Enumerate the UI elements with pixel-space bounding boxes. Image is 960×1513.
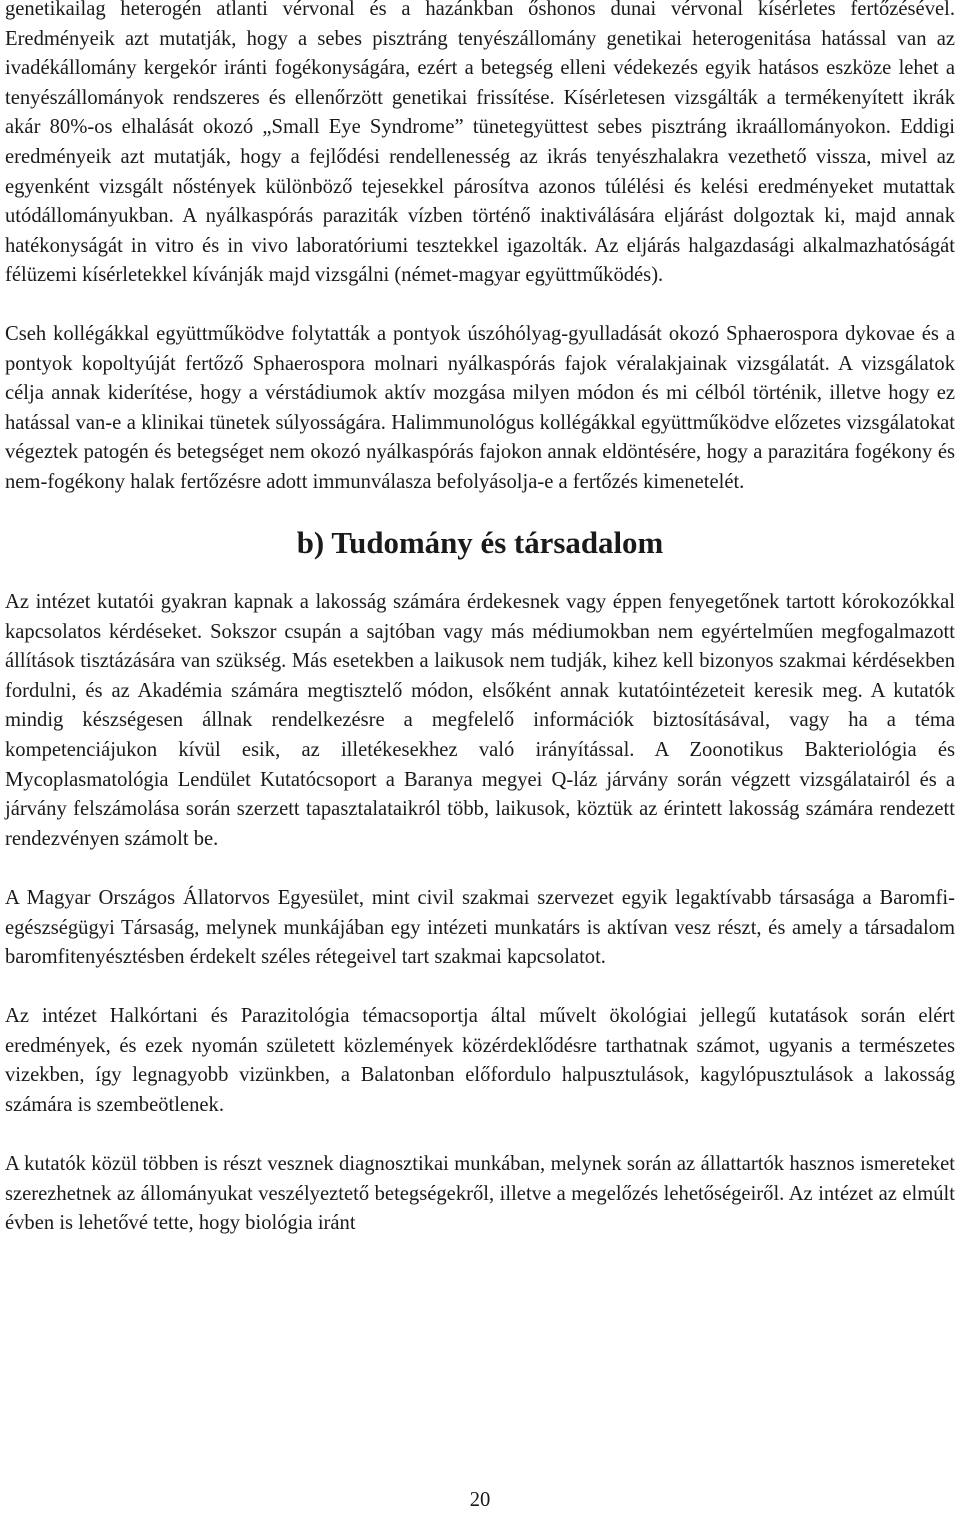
section-heading: b) Tudomány és társadalom: [296, 524, 664, 560]
document-page: [5, 0, 955, 1239]
paragraph-public-inquiries: Az intézet kutatói gyakran kapnak a lakosság számára érdekesnek vagy éppen fenyegetőnek tartott kórokozókkal kapcsolatos kérdéseket. Sokszor csupán a sajtóban vagy más médiumokban nem egyértelműen megfogalmazott állítások tisztázására van szükség. Más esetekben a laikusok nem tudják, kihez kell bizonyos szakmai kérdésekben fordulni, és az Akadémia számára megtisztelő módon, elsőként annak kutatóintézeteit keresik meg. A kutatók mindig készségesen állnak rendelkezésre a megfelelő információk biztosításával, vagy ha a téma kompetenciájukon kívül esik, az illetékesekhez való irányítással. A Zoonotikus Bakteriológia és Mycoplasmatológia Lendület Kutatócsoport a Baranya megyei Q-láz járvány során végzett vizsgálatairól és a járvány felszámolása során szerzett tapasztalataikról több, laikusok, köztük az érintett lakosság számára rendezett rendezvényen számolt be.: [5, 591, 955, 850]
paragraph-genetic-heterogeneity: genetikailag heterogén atlanti vérvonal és a hazánkban őshonos dunai vérvonal kísérletes fertőzésével. Eredményeik azt mutatják, hogy a sebes pisztráng tenyészállomány genetikai heterogenitása hatással van az ivadékállomány kergekór iránti fogékonyságára, ezért a betegség elleni védekezés egyik hatásos eszköze lehet a tenyészállományok rendszeres és ellenőrzött genetikai frissítése. Kísérletesen vizsgálták a termékenyített ikrák akár 80%-os elhalását okozó „Small Eye Syndrome” tünetegyüttest sebes pisztráng ikraállományokon. Eddigi eredményeik azt mutatják, hogy a fejlődési rendellenesség az ikrás tenyészhalakra vezethető vissza, mivel az egyenként vizsgált nőstények különböző tejesekkel párosítva azonos túlélési és kelési eredményeket mutattak utódállományukban. A nyálkaspórás paraziták vízben történő inaktiválására eljárást dolgoztak ki, majd annak hatékonyságát in vitro és in vivo laboratóriumi tesztekkel igazolták. Az eljárás halgazdasági alkalmazhatóságát félüzemi kísérletekkel kívánják majd vizsgálni (német-magyar együttműködés).: [5, 0, 955, 287]
paragraph-veterinary-association: A Magyar Országos Állatorvos Egyesület, mint civil szakmai szervezet egyik legaktívabb társasága a Baromfi-egészségügyi Társaság, melynek munkájában egy intézeti munkatárs is aktívan vesz részt, és amely a társadalom baromfitenyésztésben érdekelt széles rétegeivel tart szakmai kapcsolatot.: [5, 886, 955, 969]
paragraph-sphaerospora-research: Cseh kollégákkal együttműködve folytatták a pontyok úszóhólyag-gyulladását okozó Sphaerospora dykovae és a pontyok kopoltyúját fertőző Sphaerospora molnari nyálkaspórás fajok véralakjainak vizsgálatát. A vizsgálatok célja annak kiderítése, hogy a vérstádiumok aktív mozgása milyen módon és mi célból történik, illetve hogy ez hatással van-e a klinikai tünetek súlyosságára. Halimmunológus kollégákkal együttműködve előzetes vizsgálatokat végeztek patogén és betegséget nem okozó nyálkaspórás fajokon annak eldöntésére, hogy a parazitára fogékony és nem-fogékony halak fertőzésre adott immunválasza befolyásolja-e a fertőzés kimenetelét.: [5, 322, 955, 493]
paragraph-fish-pathology: Az intézet Halkórtani és Parazitológia témacsoportja által művelt ökológiai jellegű kutatások során elért eredmények, és ezek nyomán született közlemények közérdeklődésre tarthatnak számot, ugyanis a természetes vizekben, így legnagyobb vizünkben, a Balatonban előfordulo halpusztulások, kagylópusztulások a lakosság számára is szembeötlenek.: [5, 1005, 955, 1116]
page-number: 20: [469, 1489, 491, 1511]
paragraph-diagnostics: A kutatók közül többen is részt vesznek diagnosztikai munkában, melynek során az állattartók hasznos ismereteket szerezhetnek az állományukat veszélyeztető betegségekről, illetve a megelőzés lehetőségeiről. Az intézet az elmúlt évben is lehetővé tette, hogy biológia iránt: [5, 1153, 955, 1235]
